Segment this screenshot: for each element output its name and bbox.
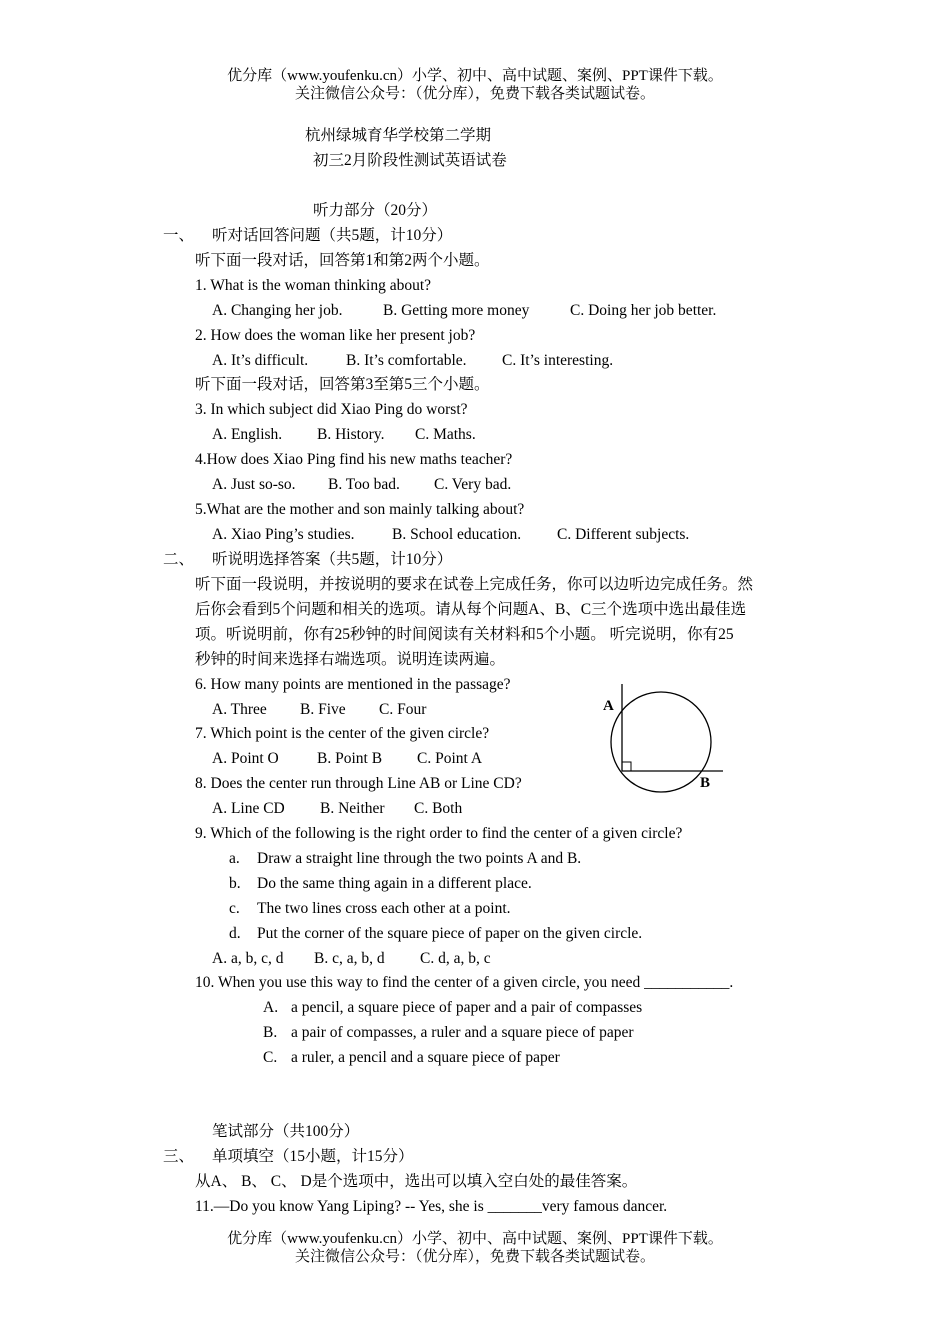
q9-option-a: A. a, b, c, d xyxy=(212,950,284,967)
listening-heading: 听力部分（20分） xyxy=(313,202,438,219)
q1-option-c: C. Doing her job better. xyxy=(570,302,717,319)
question-6: 6. How many points are mentioned in the passage? xyxy=(195,676,511,693)
q3-option-a: A. English. xyxy=(212,426,283,443)
q9-step-a-text: Draw a straight line through the two points A and B. xyxy=(257,850,582,867)
exam-title: 初三2月阶段性测试英语试卷 xyxy=(313,152,507,169)
part1-number: 一、 xyxy=(163,227,195,244)
part1-intro-a: 听下面一段对话，回答第1和第2两个小题。 xyxy=(195,252,490,269)
q9-step-d-text: Put the corner of the square piece of paper on the given circle. xyxy=(257,925,643,942)
question-3: 3. In which subject did Xiao Ping do worst? xyxy=(195,401,468,418)
q2-option-a: A. It’s difficult. xyxy=(212,352,309,369)
question-5: 5.What are the mother and son mainly talking about? xyxy=(195,501,525,518)
q6-option-b: B. Five xyxy=(300,701,346,718)
q7-option-a: A. Point O xyxy=(212,750,279,767)
q10-option-c-text: a ruler, a pencil and a square piece of paper xyxy=(291,1049,560,1066)
writing-heading: 笔试部分（共100分） xyxy=(212,1123,360,1140)
q9-option-b: B. c, a, b, d xyxy=(314,950,385,967)
question-11: 11.—Do you know Yang Liping? -- Yes, she is _______very famous dancer. xyxy=(195,1198,668,1215)
school-title: 杭州绿城育华学校第二学期 xyxy=(305,127,492,144)
q8-option-b: B. Neither xyxy=(320,800,385,817)
point-a-label: A xyxy=(603,698,614,714)
question-7: 7. Which point is the center of the given circle? xyxy=(195,725,490,742)
question-10: 10. When you use this way to find the center of a given circle, you need ___________. xyxy=(195,974,734,991)
q9-option-c: C. d, a, b, c xyxy=(420,950,491,967)
q10-option-b-key: B. xyxy=(263,1024,278,1041)
q10-option-c-key: C. xyxy=(263,1049,278,1066)
q5-option-b: B. School education. xyxy=(392,526,522,543)
q7-option-c: C. Point A xyxy=(417,750,483,767)
part1-title: 听对话回答问题（共5题，计10分） xyxy=(212,227,453,244)
part2-instruction-2: 后你会看到5个问题和相关的选项。请从每个问题A、B、C三个选项中选出最佳选 xyxy=(195,601,747,618)
part2-instruction-1: 听下面一段说明，并按说明的要求在试卷上完成任务，你可以边听边完成任务。然 xyxy=(195,576,754,593)
part3-number: 三、 xyxy=(163,1148,195,1165)
q2-option-b: B. It’s comfortable. xyxy=(346,352,467,369)
question-4: 4.How does Xiao Ping find his new maths teacher? xyxy=(195,451,513,468)
q3-option-b: B. History. xyxy=(317,426,385,443)
q8-option-a: A. Line CD xyxy=(212,800,285,817)
q2-option-c: C. It’s interesting. xyxy=(502,352,614,369)
part3-instruction: 从A、 B、 C、 D是个选项中，选出可以填入空白处的最佳答案。 xyxy=(195,1173,638,1190)
q9-step-a-key: a. xyxy=(229,850,240,867)
given-circle xyxy=(611,692,711,792)
q9-step-b-text: Do the same thing again in a different place. xyxy=(257,875,532,892)
q6-option-a: A. Three xyxy=(212,701,267,718)
q9-step-d-key: d. xyxy=(229,925,241,942)
q9-step-c-key: c. xyxy=(229,900,240,917)
header-line-2: 关注微信公众号：（优分库），免费下载各类试题试卷。 xyxy=(294,86,655,102)
circle-figure xyxy=(596,680,728,796)
q1-option-a: A. Changing her job. xyxy=(212,302,343,319)
q8-option-c: C. Both xyxy=(414,800,463,817)
q10-option-a-key: A. xyxy=(263,999,279,1016)
part2-instruction-3: 项。听说明前，你有25秒钟的时间阅读有关材料和5个小题。 听完说明，你有25 xyxy=(195,626,734,643)
q4-option-a: A. Just so-so. xyxy=(212,476,296,493)
q5-option-c: C. Different subjects. xyxy=(557,526,690,543)
footer-line-2: 关注微信公众号：（优分库），免费下载各类试题试卷。 xyxy=(294,1249,655,1265)
header-line-1: 优分库（www.youfenku.cn）小学、初中、高中试题、案例、PPT课件下载。 xyxy=(227,68,723,84)
q5-option-a: A. Xiao Ping’s studies. xyxy=(212,526,355,543)
q3-option-c: C. Maths. xyxy=(415,426,476,443)
q10-option-a-text: a pencil, a square piece of paper and a pair of compasses xyxy=(291,999,643,1016)
q4-option-c: C. Very bad. xyxy=(434,476,512,493)
question-2: 2. How does the woman like her present job? xyxy=(195,327,476,344)
question-8: 8. Does the center run through Line AB or Line CD? xyxy=(195,775,522,792)
q7-option-b: B. Point B xyxy=(317,750,383,767)
q9-step-b-key: b. xyxy=(229,875,241,892)
q4-option-b: B. Too bad. xyxy=(328,476,400,493)
right-angle-marker xyxy=(622,762,631,771)
point-b-label: B xyxy=(700,775,711,791)
q1-option-b: B. Getting more money xyxy=(383,302,530,319)
footer-line-1: 优分库（www.youfenku.cn）小学、初中、高中试题、案例、PPT课件下载。 xyxy=(227,1231,723,1247)
question-1: 1. What is the woman thinking about? xyxy=(195,277,432,294)
part2-title: 听说明选择答案（共5题，计10分） xyxy=(212,551,453,568)
part1-intro-b: 听下面一段对话，回答第3至第5三个小题。 xyxy=(195,376,490,393)
part2-number: 二、 xyxy=(163,551,195,568)
q9-step-c-text: The two lines cross each other at a point. xyxy=(257,900,511,917)
part2-instruction-4: 秒钟的时间来选择右端选项。说明连读两遍。 xyxy=(195,651,506,668)
q10-option-b-text: a pair of compasses, a ruler and a square piece of paper xyxy=(291,1024,634,1041)
q6-option-c: C. Four xyxy=(379,701,427,718)
question-9: 9. Which of the following is the right order to find the center of a given circle? xyxy=(195,825,683,842)
part3-title: 单项填空（15小题，计15分） xyxy=(212,1148,414,1165)
